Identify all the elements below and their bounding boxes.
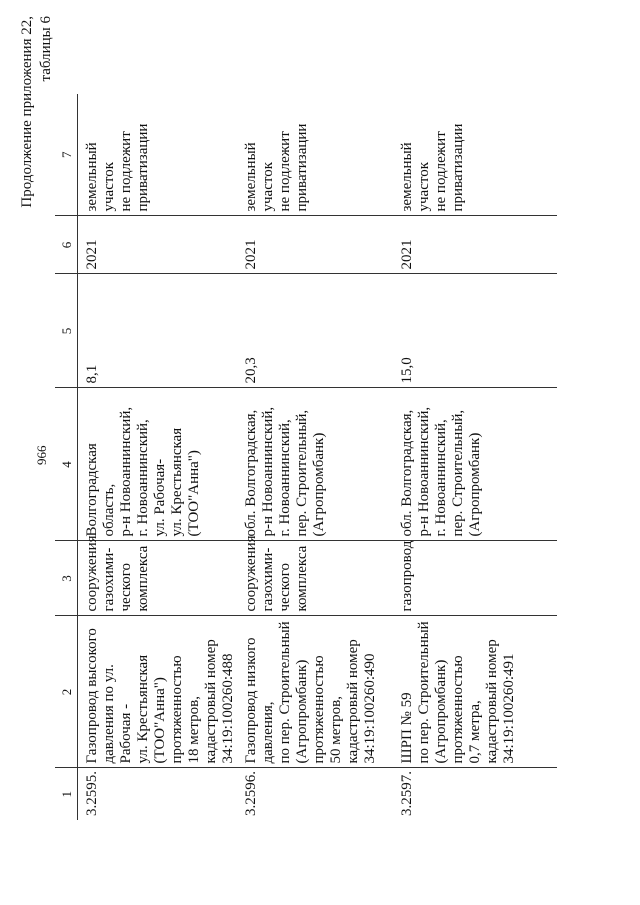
cell-value [78, 274, 238, 388]
cell-line: (Агропромбанк) [433, 659, 449, 764]
cell-line: 18 метров, [186, 696, 202, 764]
continuation-note [18, 16, 56, 208]
cell-line: протяженностью [450, 655, 466, 764]
cell-line: пер. Строительный, [450, 409, 466, 537]
table-header-row [55, 94, 78, 820]
cell-object-name [237, 616, 393, 768]
cell-line: р-н Новоаннинский, [416, 406, 432, 537]
cell-line: обл. Волгоградская, [399, 409, 415, 537]
table-row [393, 94, 557, 820]
cell-object-type [237, 535, 393, 616]
cell-note [78, 94, 238, 216]
cell-line: земельный [399, 142, 415, 212]
cell-line: сооружения [84, 535, 100, 612]
cell-line: пер. Строительный, [294, 409, 310, 537]
cell-line: кадастровый номер [345, 639, 361, 764]
cell-address [393, 388, 557, 541]
cell-line: ул. Крестьянская [169, 427, 185, 537]
cell-line: г. Новоаннинский, [135, 419, 151, 537]
cell-line: Газопровод низкого [243, 637, 259, 764]
cell-line: р-н Новоаннинский, [260, 406, 276, 537]
cell-text: 2021 [243, 239, 259, 270]
cell-line: г. Новоаннинский, [433, 419, 449, 537]
cell-line: давления, [260, 701, 276, 764]
column-header-5: 5 [55, 274, 78, 388]
column-header-7: 7 [55, 94, 78, 216]
cell-line: обл. Волгоградская, [243, 409, 259, 537]
cell-line: не подлежит [433, 131, 449, 212]
cell-text: 20,3 [243, 357, 259, 384]
cell-note [393, 94, 557, 216]
cell-line: участок [101, 161, 117, 212]
cell-year [393, 216, 557, 274]
cell-address [237, 388, 393, 541]
cell-line: ул. Крестьянская [135, 654, 151, 764]
cell-line: 34:19:100260:490 [362, 653, 378, 764]
cell-line: ШРП № 59 [399, 692, 415, 764]
cell-line: ческого [118, 562, 134, 612]
cell-text: 2021 [84, 239, 100, 270]
cell-text: 8,1 [84, 364, 100, 384]
cell-line: приватизации [135, 123, 151, 212]
cell-line: (Агропромбанк) [467, 432, 483, 537]
cell-line: 0,7 метра, [467, 700, 483, 764]
column-header-6: 6 [55, 216, 78, 274]
table-body [78, 94, 558, 820]
column-header-2: 2 [55, 616, 78, 768]
cell-line: (Агропромбанк) [294, 659, 310, 764]
cell-item-number [78, 768, 238, 820]
cell-line: 34:19:100260:488 [220, 653, 236, 764]
cell-line: комплекса [135, 545, 151, 612]
cell-line: сооружения [243, 535, 259, 612]
column-header-1: 1 [55, 768, 78, 820]
cell-item-number [237, 768, 393, 820]
cell-address [78, 388, 238, 541]
cell-note [237, 94, 393, 216]
cell-line: (Агропромбанк) [311, 432, 327, 537]
cell-line: 34:19:100260:491 [501, 653, 517, 764]
cell-line: комплекса [294, 545, 310, 612]
continuation-line-2: таблицы 6 [38, 16, 54, 82]
cell-line: 50 метров, [328, 696, 344, 764]
cell-item-number [393, 768, 557, 820]
cell-text: 2021 [399, 239, 415, 270]
page-number: 966 [34, 445, 49, 465]
cell-line: Газопровод высокого [84, 628, 100, 764]
cell-line: протяженностью [169, 655, 185, 764]
property-table [55, 94, 557, 820]
cell-line: по пер. Строительный [277, 621, 293, 764]
cell-line: участок [260, 161, 276, 212]
cell-text: 3.2596. [243, 771, 259, 816]
cell-year [78, 216, 238, 274]
cell-line: (ТОО"Анна") [152, 677, 168, 764]
cell-object-name [393, 616, 557, 768]
column-header-3: 3 [55, 541, 78, 616]
cell-line: кадастровый номер [484, 639, 500, 764]
cell-value [237, 274, 393, 388]
cell-line: по пер. Строительный [416, 621, 432, 764]
cell-text: 3.2597. [399, 771, 415, 816]
cell-line: участок [416, 161, 432, 212]
cell-value [393, 274, 557, 388]
table-row [237, 94, 393, 820]
cell-line: ческого [277, 562, 293, 612]
cell-line: Волгоградская область, [84, 443, 117, 537]
cell-line: газопровод [399, 540, 415, 612]
cell-line: приватизации [294, 123, 310, 212]
cell-text: 15,0 [399, 357, 415, 384]
cell-object-type [393, 541, 557, 616]
cell-line: г. Новоаннинский, [277, 419, 293, 537]
cell-year [237, 216, 393, 274]
column-header-4: 4 [55, 388, 78, 541]
cell-line: газохими- [260, 547, 276, 612]
table-row [78, 94, 238, 820]
cell-line: ул. Рабочая- [152, 458, 168, 537]
continuation-line-1: Продолжение приложения 22, [19, 16, 35, 208]
cell-line: газохими- [101, 547, 117, 612]
cell-line: земельный [243, 142, 259, 212]
cell-line: земельный [84, 142, 100, 212]
cell-line: не подлежит [277, 131, 293, 212]
cell-line: давления по ул. Рабочая - [101, 664, 134, 764]
cell-line: (ТОО"Анна") [186, 450, 202, 537]
cell-line: приватизации [450, 123, 466, 212]
cell-line: не подлежит [118, 131, 134, 212]
cell-line: кадастровый номер [203, 639, 219, 764]
cell-object-name [78, 616, 238, 768]
cell-line: р-н Новоаннинский, [118, 406, 134, 537]
cell-line: протяженностью [311, 655, 327, 764]
cell-text: 3.2595. [84, 771, 100, 816]
cell-object-type [78, 535, 238, 616]
